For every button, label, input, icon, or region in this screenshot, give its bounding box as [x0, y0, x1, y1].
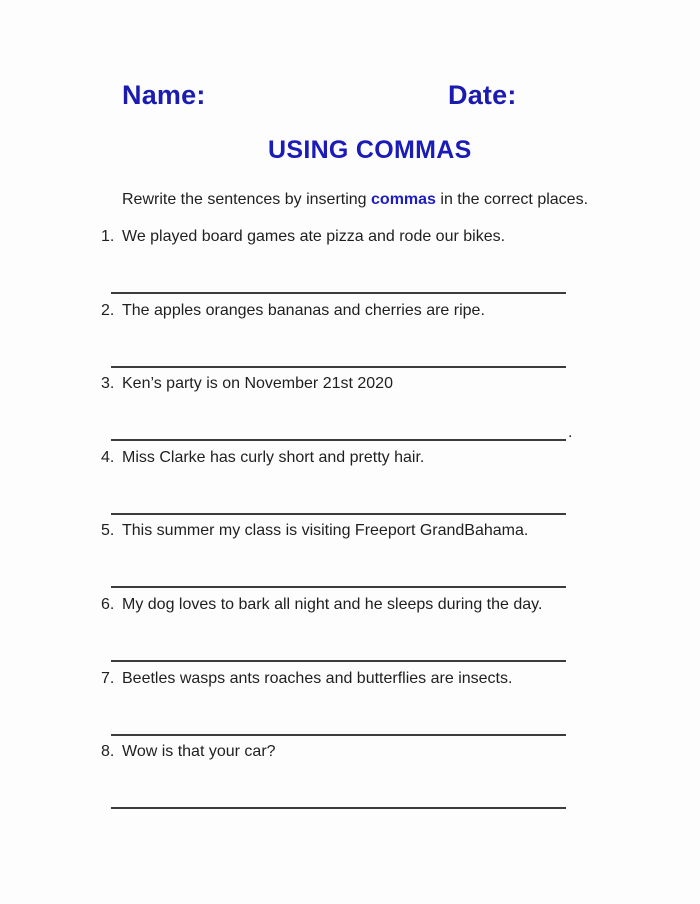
answer-line[interactable] [111, 513, 566, 515]
answer-line[interactable] [111, 439, 566, 441]
question-number: 7. [101, 669, 115, 687]
question-item [0, 449, 700, 523]
question-sentence: Beetles wasps ants roaches and butterflies are insects. [122, 669, 513, 687]
answer-row [111, 796, 568, 814]
answer-line-suffix: . [568, 424, 573, 442]
question-number: 1. [101, 228, 115, 245]
question-item [0, 228, 700, 302]
question-number: 6. [101, 595, 115, 613]
question-sentence: Ken’s party is on November 21st 2020 [122, 375, 393, 393]
worksheet-title: USING COMMAS [268, 136, 472, 164]
answer-line[interactable] [111, 660, 566, 662]
answer-row [111, 281, 568, 299]
question-item [0, 302, 700, 376]
question-sentence: We played board games ate pizza and rode our bikes. [122, 228, 506, 245]
answer-line[interactable] [111, 807, 566, 809]
question-number: 8. [101, 743, 115, 761]
question-number: 5. [101, 522, 115, 540]
question-list [0, 228, 700, 817]
answer-line[interactable] [111, 292, 566, 294]
question-item [0, 743, 700, 817]
question-sentence: The apples oranges bananas and cherries are ripe. [122, 301, 485, 319]
question-number: 4. [101, 448, 115, 466]
question-item [0, 375, 700, 449]
answer-row [111, 424, 573, 446]
instruction-suffix: in the correct places. [435, 191, 589, 208]
answer-row [111, 502, 568, 520]
question-item [0, 522, 700, 596]
instruction [122, 191, 588, 209]
answer-line[interactable] [111, 586, 566, 588]
answer-row [111, 649, 568, 667]
question-number: 2. [101, 301, 115, 319]
question-sentence: Wow is that your car? [122, 743, 276, 761]
question-sentence: My dog loves to bark all night and he sleeps during the day. [122, 595, 543, 613]
answer-row [111, 355, 568, 373]
date-label: Date: [448, 80, 517, 110]
instruction-prefix: Rewrite the sentences by inserting [122, 191, 372, 208]
answer-line[interactable] [111, 734, 566, 736]
question-number: 3. [101, 375, 115, 393]
instruction-highlight: commas [371, 191, 436, 208]
answer-row [111, 723, 568, 741]
answer-row [111, 575, 568, 593]
question-item [0, 596, 700, 670]
question-sentence: Miss Clarke has curly short and pretty hair. [122, 448, 425, 466]
question-item [0, 670, 700, 744]
question-sentence: This summer my class is visiting Freeport GrandBahama. [122, 522, 529, 540]
name-label: Name: [122, 80, 206, 110]
answer-line[interactable] [111, 366, 566, 368]
